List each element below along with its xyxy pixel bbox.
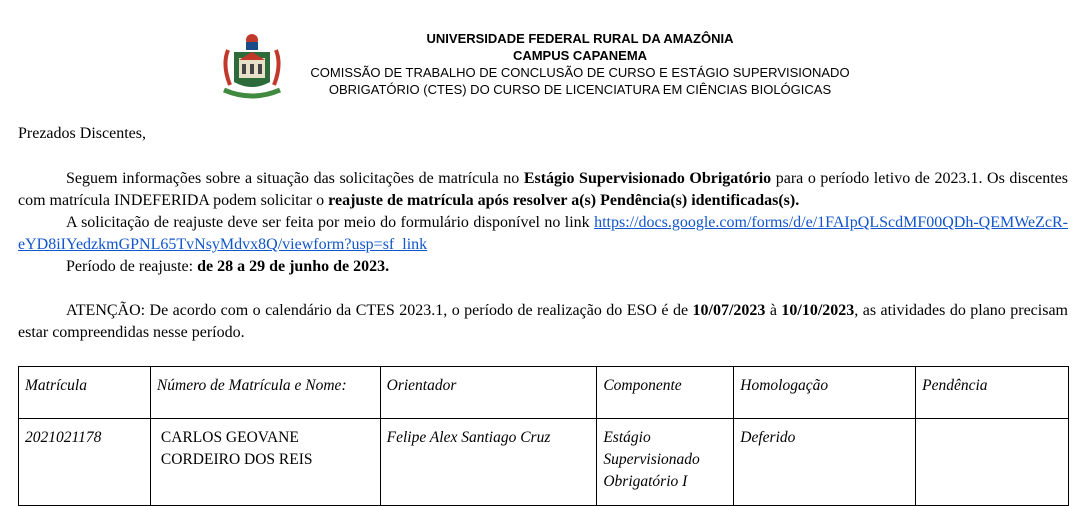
header-cell: Orientador bbox=[380, 367, 597, 419]
text: à bbox=[765, 302, 782, 319]
paragraph-period bbox=[18, 256, 1068, 278]
letterhead bbox=[0, 30, 1083, 100]
cell-status: Deferido bbox=[734, 419, 916, 506]
campus-name: CAMPUS CAPANEMA bbox=[512, 48, 648, 63]
text-bold: reajuste de matrícula após resolver a(s) Pendência(s) identificadas(s). bbox=[328, 192, 800, 209]
text: ATENÇÃO: De acordo com o calendário da CTES 2023.1, o período de realização do ESO é de bbox=[66, 302, 693, 319]
text: A solicitação de reajuste deve ser feita por meio do formulário disponível no link bbox=[66, 214, 595, 231]
header-cell: Homologação bbox=[734, 367, 916, 419]
text: para o período letivo de 2023.1. Os discentes com matrícula INDEFERIDA podem solicitar o bbox=[18, 170, 1068, 209]
cell-advisor: Felipe Alex Santiago Cruz bbox=[380, 419, 597, 506]
cell-pending bbox=[916, 419, 1069, 506]
header-cell: Número de Matrícula e Nome: bbox=[150, 367, 380, 419]
commission-name-line1: COMISSÃO DE TRABALHO DE CONCLUSÃO DE CURSO E ESTÁGIO SUPERVISIONADO bbox=[310, 65, 850, 80]
header-cell: Matrícula bbox=[19, 367, 151, 419]
university-crest-logo bbox=[220, 30, 284, 100]
table-header-row bbox=[19, 367, 1069, 419]
paragraph-link bbox=[18, 212, 1068, 256]
paragraph-info bbox=[18, 168, 1068, 212]
cell-name: CARLOS GEOVANE CORDEIRO DOS REIS bbox=[150, 419, 380, 506]
enrollment-table bbox=[18, 366, 1069, 506]
text-bold: de 28 a 29 de junho de 2023. bbox=[197, 258, 390, 275]
text: Seguem informações sobre a situação das solicitações de matrícula no bbox=[66, 170, 524, 187]
text: , as atividades do plano precisam estar compreendidas nesse período. bbox=[18, 302, 1068, 341]
text-bold: 10/10/2023 bbox=[781, 302, 855, 319]
header-cell: Componente bbox=[597, 367, 734, 419]
text: Período de reajuste: bbox=[66, 258, 198, 275]
cell-matricula: 2021021178 bbox=[19, 419, 151, 506]
cell-component: Estágio Supervisionado Obrigatório I bbox=[597, 419, 734, 506]
text-bold: Estágio Supervisionado Obrigatório bbox=[523, 170, 772, 187]
form-link[interactable]: https://docs.google.com/forms/d/e/1FAIpQLScdMF00QDh-QEMWeZcR-eYD8iIYedzkmGPNL65TvNsyMdvx8Q/viewform?usp=sf_link bbox=[18, 214, 1068, 253]
text-bold: 10/07/2023 bbox=[692, 302, 766, 319]
header-cell: Pendência bbox=[916, 367, 1069, 419]
commission-name-line2: OBRIGATÓRIO (CTES) DO CURSO DE LICENCIATURA EM CIÊNCIAS BIOLÓGICAS bbox=[328, 82, 832, 97]
paragraph-attention bbox=[18, 300, 1068, 344]
greeting: Prezados Discentes, bbox=[18, 125, 146, 142]
university-name: UNIVERSIDADE FEDERAL RURAL DA AMAZÔNIA bbox=[426, 31, 734, 46]
table-row bbox=[19, 419, 1069, 506]
